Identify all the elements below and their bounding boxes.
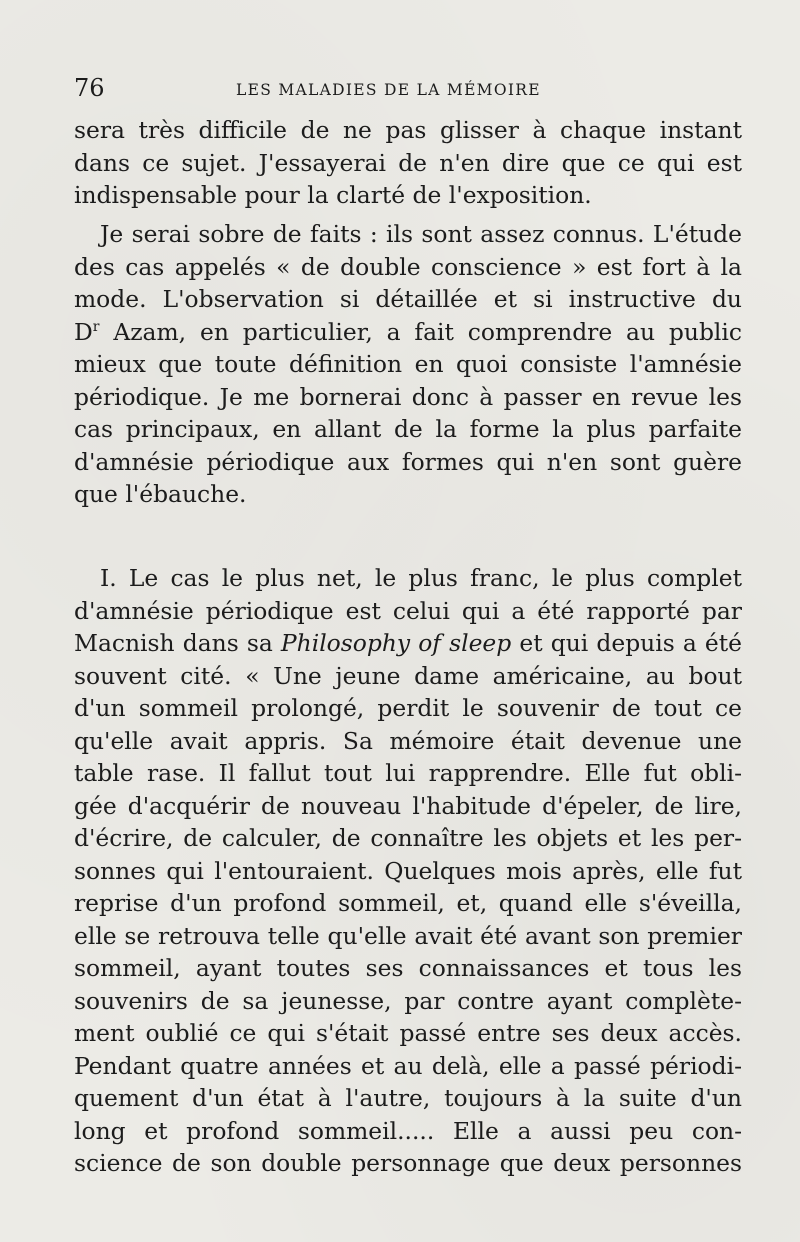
running-head: LES MALADIES DE LA MÉMOIRE [236, 81, 541, 99]
doctor-abbrev-letter: D [74, 317, 93, 346]
text-line: quement d'un état à l'autre, toujours à la suite d'un [74, 1084, 742, 1112]
text-line: Je serai sobre de faits : ils sont assez connus. L'étude [100, 220, 742, 248]
text-segment: Macnish dans sa [74, 629, 273, 657]
text-line: mode. L'observation si détaillée et si instructive du [74, 285, 742, 313]
page-number: 76 [74, 74, 105, 102]
text-line: I. Le cas le plus net, le plus franc, le plus complet [100, 564, 742, 592]
text-line: d'un sommeil prolongé, perdit le souvenir de tout ce [74, 694, 742, 722]
text-line: mieux que toute définition en quoi consiste l'amnésie [74, 350, 742, 378]
text-line: souvenirs de sa jeunesse, par contre ayant complète- [74, 986, 742, 1015]
text-line: d'amnésie périodique aux formes qui n'en sont guère [74, 447, 742, 476]
text-line: indispensable pour la clarté de l'exposition. [74, 181, 592, 209]
text-line: que l'ébauche. [74, 480, 247, 508]
text-line: Pendant quatre années et au delà, elle a passé périodi- [74, 1051, 742, 1080]
text-line: sera très difficile de ne pas glisser à chaque instant [74, 116, 742, 144]
paragraph-3 [74, 562, 742, 1180]
text-line: long et profond sommeil..... Elle a aussi peu con- [74, 1116, 742, 1145]
paragraph-1 [74, 114, 742, 212]
text-line: dans ce sujet. J'essayerai de n'en dire que ce qui est [74, 148, 742, 177]
text-line: sonnes qui l'entouraient. Quelques mois après, elle fut [74, 856, 742, 885]
text-segment: Azam, en particulier, a fait comprendre au public [113, 317, 742, 346]
text-line: gée d'acquérir de nouveau l'habitude d'épeler, de lire, [74, 791, 742, 820]
text-line: périodique. Je me bornerai donc à passer en revue les [74, 382, 742, 411]
text-segment: et qui depuis a été [519, 629, 742, 657]
text-line: table rase. Il fallut tout lui rapprendre. Elle fut obli- [74, 759, 742, 787]
text-line-with-italic [74, 627, 742, 660]
page-header [74, 70, 734, 110]
text-line: des cas appelés « de double conscience » est fort à la [74, 252, 742, 281]
paragraph-2 [74, 218, 742, 511]
text-line: cas principaux, en allant de la forme la plus parfaite [74, 415, 742, 443]
text-line: reprise d'un profond sommeil, et, quand elle s'éveilla, [74, 889, 742, 917]
text-line: d'amnésie périodique est celui qui a été rapporté par [74, 596, 742, 625]
book-title-italic: Philosophy of sleep [280, 629, 512, 657]
text-line: elle se retrouva telle qu'elle avait été avant son premier [74, 921, 742, 950]
doctor-abbrev [74, 318, 99, 346]
text-line: souvent cité. « Une jeune dame américaine, au bout [74, 661, 742, 690]
doctor-abbrev-superscript: r [92, 318, 100, 335]
text-line: qu'elle avait appris. Sa mémoire était devenue une [74, 726, 742, 755]
text-line: d'écrire, de calculer, de connaître les objets et les per- [74, 824, 742, 852]
text-line: sommeil, ayant toutes ses connaissances et tous les [74, 954, 742, 982]
text-line: science de son double personnage que deux personnes [74, 1149, 742, 1177]
text-line-with-title [74, 316, 742, 349]
text-line: ment oublié ce qui s'était passé entre ses deux accès. [74, 1019, 742, 1047]
